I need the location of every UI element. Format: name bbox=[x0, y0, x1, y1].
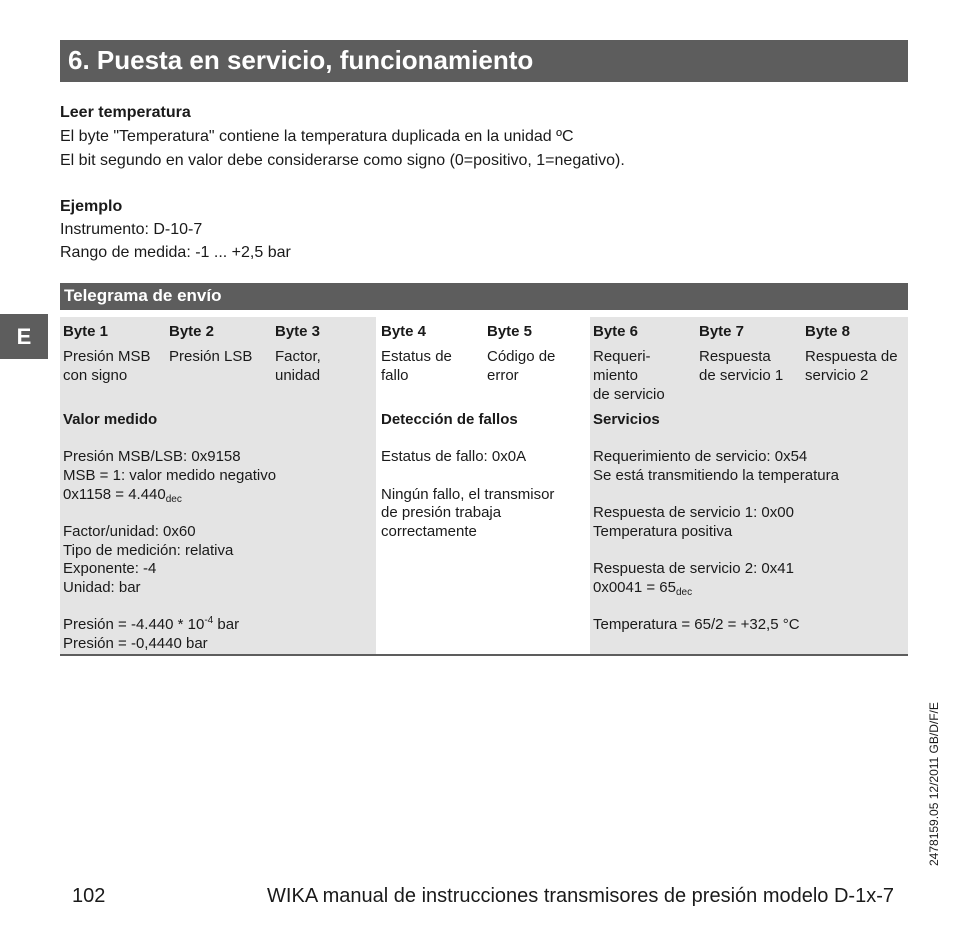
valor-line: Presión MSB/LSB: 0x9158 bbox=[63, 448, 241, 465]
fallos-heading: Detección de fallos bbox=[381, 411, 518, 428]
ejemplo-line-1: Instrumento: D-10-7 bbox=[60, 221, 203, 238]
servicios-line: $0x0041 = 65_{dec}$ bbox=[593, 579, 693, 598]
valor-line: Presión = -0,4440 bar bbox=[63, 635, 208, 652]
valor-line: $0x1158 = 4.440_{dec}$ bbox=[63, 486, 182, 505]
byte-label: Byte 2 bbox=[169, 323, 215, 340]
language-tab-label: E bbox=[16, 324, 32, 349]
section-title: 6. Puesta en servicio, funcionamiento bbox=[68, 45, 534, 75]
byte-desc: Presión MSB con signo bbox=[63, 348, 151, 384]
language-tab bbox=[0, 314, 48, 359]
byte-label: Byte 4 bbox=[381, 323, 427, 340]
table-bottom-rule bbox=[60, 654, 908, 656]
byte-desc: Estatus de fallo bbox=[381, 348, 452, 384]
valor-line: Unidad: bar bbox=[63, 579, 141, 596]
page-number: 102 bbox=[72, 885, 106, 907]
servicios-heading: Servicios bbox=[593, 411, 660, 428]
servicios-line: Temperatura = 65/2 = +32,5 °C bbox=[593, 616, 800, 633]
servicios-line: Respuesta de servicio 2: 0x41 bbox=[593, 560, 794, 577]
leer-line-1: El byte "Temperatura" contiene la temperatura duplicada en la unidad ºC bbox=[60, 128, 574, 145]
servicios-line: Se está transmitiendo la temperatura bbox=[593, 467, 839, 484]
fallos-line: Ningún fallo, el transmisor bbox=[381, 486, 555, 503]
valor-line: Tipo de medición: relativa bbox=[63, 542, 234, 559]
byte-desc: Código de error bbox=[487, 348, 556, 384]
byte-label: Byte 5 bbox=[487, 323, 533, 340]
byte-label: Byte 7 bbox=[699, 323, 745, 340]
document-code bbox=[922, 690, 946, 880]
byte-label: Byte 1 bbox=[63, 323, 109, 340]
telegram-title-bar bbox=[60, 283, 908, 310]
ejemplo-line-2: Rango de medida: -1 ... +2,5 bar bbox=[60, 244, 291, 261]
byte-desc: Factor, unidad bbox=[275, 348, 321, 384]
byte-desc: Respuesta de servicio 1 bbox=[699, 348, 784, 384]
valor-line: Factor/unidad: 0x60 bbox=[63, 523, 196, 540]
fallos-line: Estatus de fallo: 0x0A bbox=[381, 448, 527, 465]
ejemplo-heading: Ejemplo bbox=[60, 198, 123, 215]
valor-line: Presión = $-4.440 * 10^{-4}$ bar bbox=[63, 615, 240, 633]
footer-title: WIKA manual de instrucciones transmisores de presión modelo D-1x-7 bbox=[267, 885, 894, 907]
leer-line-2: El bit segundo en valor debe considerarse como signo (0=positivo, 1=negativo). bbox=[60, 152, 625, 169]
leer-heading: Leer temperatura bbox=[60, 104, 191, 121]
byte-label: Byte 6 bbox=[593, 323, 639, 340]
servicios-line: Temperatura positiva bbox=[593, 523, 733, 540]
byte-label: Byte 8 bbox=[805, 323, 851, 340]
valor-line: Exponente: -4 bbox=[63, 560, 157, 577]
fallos-line: correctamente bbox=[381, 523, 477, 540]
servicios-line: Respuesta de servicio 1: 0x00 bbox=[593, 504, 794, 521]
fallos-line: de presión trabaja bbox=[381, 504, 502, 521]
byte-desc: Presión LSB bbox=[169, 348, 253, 365]
section-title-bar bbox=[60, 40, 908, 82]
document-code-text: 2478159.05 12/2011 GB/D/F/E bbox=[927, 702, 941, 866]
telegram-title: Telegrama de envío bbox=[64, 286, 222, 305]
valor-line: MSB = 1: valor medido negativo bbox=[63, 467, 277, 484]
servicios-line: Requerimiento de servicio: 0x54 bbox=[593, 448, 808, 465]
byte-label: Byte 3 bbox=[275, 323, 321, 340]
byte-desc: Requeri- miento de servicio bbox=[593, 348, 665, 403]
valor-heading: Valor medido bbox=[63, 411, 158, 428]
byte-desc: Respuesta de servicio 2 bbox=[805, 348, 898, 384]
